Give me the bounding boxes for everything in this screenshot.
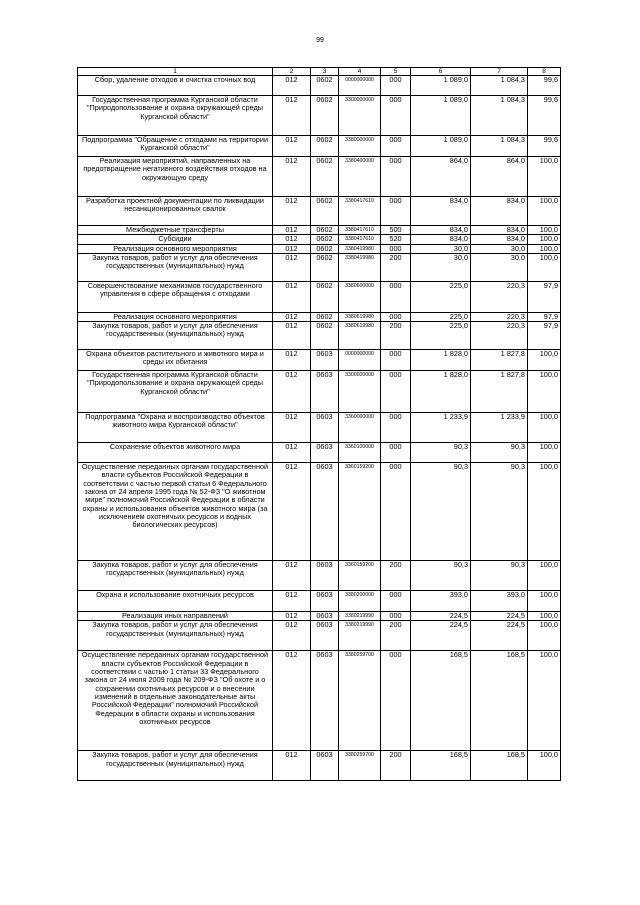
row-target-article-cell: 3380419980 [339, 244, 381, 253]
row-admin-code-cell: 012 [273, 591, 311, 612]
row-planned-cell: 30,0 [411, 253, 471, 281]
row-planned-cell: 30,0 [411, 244, 471, 253]
row-name-cell: Закупка товаров, работ и услуг для обеспечения государственных (муниципальных) нужд [78, 253, 273, 281]
row-expense-type-cell: 200 [381, 621, 411, 651]
row-percent-cell: 100,0 [528, 463, 561, 561]
row-planned-cell: 864,0 [411, 157, 471, 197]
row-admin-code-cell: 012 [273, 463, 311, 561]
row-executed-cell: 90,3 [471, 443, 528, 463]
table-body [78, 68, 561, 781]
row-admin-code-cell: 012 [273, 651, 311, 751]
row-expense-type-cell: 200 [381, 253, 411, 281]
row-name-cell: Осуществление переданных органам государственной власти субъектов Российской Федерации в соответствии с частью первой статьи 6 Федерального закона от 24 апреля 1995 года № 52-ФЗ "О животном мире" полномочий Российской Федерации в области охраны и использования объектов животного мира (за исключением охотничьих ресурсов и водных биологических ресурсов) [78, 463, 273, 561]
row-target-article-cell: 3380417610 [339, 235, 381, 244]
table-row [78, 651, 561, 751]
row-section-code-cell: 0602 [311, 136, 339, 157]
row-percent-cell: 100,0 [528, 226, 561, 235]
row-planned-cell: 225,0 [411, 312, 471, 321]
row-percent-cell: 100,0 [528, 443, 561, 463]
row-percent-cell: 100,0 [528, 371, 561, 413]
row-target-article-cell: 0000000000 [339, 350, 381, 371]
row-expense-type-cell: 000 [381, 312, 411, 321]
row-executed-cell: 168,5 [471, 651, 528, 751]
row-admin-code-cell: 012 [273, 413, 311, 443]
row-section-code-cell: 0602 [311, 312, 339, 321]
row-target-article-cell: 3380417610 [339, 197, 381, 226]
row-target-article-cell: 3360000000 [339, 413, 381, 443]
row-percent-cell: 100,0 [528, 751, 561, 781]
row-executed-cell: 220,3 [471, 322, 528, 350]
row-admin-code-cell: 012 [273, 136, 311, 157]
row-admin-code-cell: 012 [273, 561, 311, 591]
table-row [78, 197, 561, 226]
row-section-code-cell: 0602 [311, 244, 339, 253]
table-row [78, 591, 561, 612]
row-expense-type-cell: 200 [381, 561, 411, 591]
row-expense-type-cell: 000 [381, 413, 411, 443]
table-row [78, 443, 561, 463]
row-section-code-cell: 0603 [311, 612, 339, 621]
row-name-cell: Закупка товаров, работ и услуг для обеспечения государственных (муниципальных) нужд [78, 621, 273, 651]
row-name-cell: Осуществление переданных органам государственной власти субъектов Российской Федерации в соответствии с частью 1 статьи 33 Федерального закона от 24 июля 2009 года № 209-ФЗ "Об охоте и о сохранении охотничьих ресурсов и о внесении изменений в отдельные законодательные акты Российской Федерации" полномочий Российской Федерации в области охраны и использования охотничьих ресурсов [78, 651, 273, 751]
row-admin-code-cell: 012 [273, 322, 311, 350]
row-section-code-cell: 0602 [311, 96, 339, 136]
row-expense-type-cell: 000 [381, 197, 411, 226]
row-admin-code-cell: 012 [273, 96, 311, 136]
row-name-cell: Охрана и использование охотничьих ресурсов [78, 591, 273, 612]
header-cell: 2 [273, 68, 311, 76]
row-target-article-cell: 3380259700 [339, 651, 381, 751]
row-target-article-cell: 3360100000 [339, 443, 381, 463]
table-row [78, 322, 561, 350]
header-cell: 4 [339, 68, 381, 76]
table-row [78, 621, 561, 651]
row-executed-cell: 834,0 [471, 226, 528, 235]
row-percent-cell: 100,0 [528, 350, 561, 371]
table-row [78, 253, 561, 281]
row-section-code-cell: 0603 [311, 413, 339, 443]
row-admin-code-cell: 012 [273, 621, 311, 651]
row-admin-code-cell: 012 [273, 281, 311, 312]
table-row [78, 226, 561, 235]
row-expense-type-cell: 000 [381, 651, 411, 751]
header-cell: 3 [311, 68, 339, 76]
row-name-cell: Разработка проектной документации по ликвидации несанкционированных свалок [78, 197, 273, 226]
row-admin-code-cell: 012 [273, 244, 311, 253]
row-planned-cell: 1 089,0 [411, 76, 471, 96]
row-section-code-cell: 0603 [311, 621, 339, 651]
row-planned-cell: 168,5 [411, 751, 471, 781]
row-section-code-cell: 0603 [311, 591, 339, 612]
row-expense-type-cell: 000 [381, 591, 411, 612]
row-executed-cell: 1 233,9 [471, 413, 528, 443]
row-name-cell: Субсидии [78, 235, 273, 244]
row-target-article-cell: 3360159200 [339, 561, 381, 591]
row-planned-cell: 1 233,9 [411, 413, 471, 443]
row-admin-code-cell: 012 [273, 157, 311, 197]
row-planned-cell: 834,0 [411, 197, 471, 226]
row-section-code-cell: 0603 [311, 350, 339, 371]
row-expense-type-cell: 000 [381, 157, 411, 197]
row-planned-cell: 90,3 [411, 463, 471, 561]
row-section-code-cell: 0603 [311, 371, 339, 413]
table-row [78, 463, 561, 561]
row-target-article-cell: 0000000000 [339, 76, 381, 96]
table-row [78, 157, 561, 197]
row-planned-cell: 393,0 [411, 591, 471, 612]
row-expense-type-cell: 000 [381, 612, 411, 621]
row-section-code-cell: 0603 [311, 751, 339, 781]
row-target-article-cell: 3380219990 [339, 621, 381, 651]
header-cell: 8 [528, 68, 561, 76]
row-admin-code-cell: 012 [273, 253, 311, 281]
row-executed-cell: 1 827,8 [471, 350, 528, 371]
row-planned-cell: 224,5 [411, 621, 471, 651]
row-admin-code-cell: 012 [273, 443, 311, 463]
row-expense-type-cell: 000 [381, 443, 411, 463]
table-row [78, 413, 561, 443]
row-executed-cell: 393,0 [471, 591, 528, 612]
row-executed-cell: 30,0 [471, 253, 528, 281]
row-target-article-cell: 3360159200 [339, 463, 381, 561]
row-executed-cell: 90,3 [471, 463, 528, 561]
row-expense-type-cell: 000 [381, 76, 411, 96]
row-name-cell: Сохранение объектов животного мира [78, 443, 273, 463]
table-row [78, 751, 561, 781]
row-expense-type-cell: 000 [381, 136, 411, 157]
row-percent-cell: 99,6 [528, 136, 561, 157]
row-target-article-cell: 3380419980 [339, 253, 381, 281]
row-planned-cell: 834,0 [411, 226, 471, 235]
row-name-cell: Реализация основного мероприятия [78, 312, 273, 321]
row-name-cell: Подпрограмма "Обращение с отходами на территории Курганской области" [78, 136, 273, 157]
row-admin-code-cell: 012 [273, 312, 311, 321]
row-section-code-cell: 0603 [311, 443, 339, 463]
row-expense-type-cell: 200 [381, 751, 411, 781]
row-name-cell: Закупка товаров, работ и услуг для обеспечения государственных (муниципальных) нужд [78, 322, 273, 350]
row-target-article-cell: 3380259700 [339, 751, 381, 781]
row-target-article-cell: 3380000000 [339, 136, 381, 157]
row-executed-cell: 220,3 [471, 281, 528, 312]
row-planned-cell: 1 828,0 [411, 350, 471, 371]
row-executed-cell: 864,0 [471, 157, 528, 197]
row-name-cell: Государственная программа Курганской области "Природопользование и охрана окружающей среды Курганской области" [78, 371, 273, 413]
row-section-code-cell: 0603 [311, 463, 339, 561]
row-executed-cell: 1 084,3 [471, 76, 528, 96]
page-number: 99 [316, 37, 324, 44]
row-expense-type-cell: 000 [381, 463, 411, 561]
row-executed-cell: 30,0 [471, 244, 528, 253]
row-name-cell: Закупка товаров, работ и услуг для обеспечения государственных (муниципальных) нужд [78, 751, 273, 781]
row-planned-cell: 225,0 [411, 322, 471, 350]
row-percent-cell: 100,0 [528, 157, 561, 197]
row-target-article-cell: 3380200000 [339, 591, 381, 612]
row-percent-cell: 100,0 [528, 244, 561, 253]
row-planned-cell: 90,3 [411, 561, 471, 591]
row-admin-code-cell: 012 [273, 350, 311, 371]
row-executed-cell: 1 084,3 [471, 96, 528, 136]
table-row [78, 76, 561, 96]
row-executed-cell: 224,5 [471, 612, 528, 621]
row-name-cell: Реализация иных направлений [78, 612, 273, 621]
row-percent-cell: 100,0 [528, 651, 561, 751]
row-planned-cell: 1 828,0 [411, 371, 471, 413]
row-executed-cell: 834,0 [471, 197, 528, 226]
header-cell: 5 [381, 68, 411, 76]
row-percent-cell: 100,0 [528, 253, 561, 281]
row-name-cell: Охрана объектов растительного и животного мира и среды их обитания [78, 350, 273, 371]
row-executed-cell: 224,5 [471, 621, 528, 651]
row-section-code-cell: 0602 [311, 226, 339, 235]
header-cell: 1 [78, 68, 273, 76]
table-row [78, 281, 561, 312]
row-target-article-cell: 3380400000 [339, 157, 381, 197]
row-executed-cell: 168,5 [471, 751, 528, 781]
row-expense-type-cell: 000 [381, 244, 411, 253]
row-planned-cell: 225,0 [411, 281, 471, 312]
row-percent-cell: 100,0 [528, 413, 561, 443]
row-target-article-cell: 3380219990 [339, 612, 381, 621]
row-name-cell: Совершенствование механизмов государственного управления в сфере обращения с отходами [78, 281, 273, 312]
row-section-code-cell: 0602 [311, 157, 339, 197]
row-admin-code-cell: 012 [273, 371, 311, 413]
row-executed-cell: 220,3 [471, 312, 528, 321]
row-target-article-cell: 3380619980 [339, 312, 381, 321]
row-planned-cell: 224,5 [411, 612, 471, 621]
table-row [78, 96, 561, 136]
row-percent-cell: 100,0 [528, 197, 561, 226]
row-section-code-cell: 0602 [311, 235, 339, 244]
row-percent-cell: 100,0 [528, 612, 561, 621]
row-planned-cell: 1 089,0 [411, 136, 471, 157]
row-name-cell: Реализация основного мероприятия [78, 244, 273, 253]
budget-table [77, 67, 561, 781]
row-planned-cell: 1 089,0 [411, 96, 471, 136]
row-planned-cell: 168,5 [411, 651, 471, 751]
row-target-article-cell: 3300000000 [339, 371, 381, 413]
table-row [78, 244, 561, 253]
row-expense-type-cell: 500 [381, 226, 411, 235]
row-percent-cell: 100,0 [528, 621, 561, 651]
row-admin-code-cell: 012 [273, 226, 311, 235]
row-name-cell: Реализация мероприятий, направленных на предотвращение негативного воздействия отходов на окружающую среду [78, 157, 273, 197]
row-expense-type-cell: 520 [381, 235, 411, 244]
row-section-code-cell: 0603 [311, 651, 339, 751]
row-percent-cell: 97,9 [528, 281, 561, 312]
row-section-code-cell: 0602 [311, 322, 339, 350]
row-name-cell: Закупка товаров, работ и услуг для обеспечения государственных (муниципальных) нужд [78, 561, 273, 591]
row-section-code-cell: 0602 [311, 253, 339, 281]
row-section-code-cell: 0602 [311, 197, 339, 226]
header-cell: 7 [471, 68, 528, 76]
row-percent-cell: 99,6 [528, 76, 561, 96]
row-percent-cell: 100,0 [528, 235, 561, 244]
row-percent-cell: 100,0 [528, 561, 561, 591]
row-name-cell: Подпрограмма "Охрана и воспроизводство объектов животного мира Курганской области" [78, 413, 273, 443]
row-admin-code-cell: 012 [273, 612, 311, 621]
row-percent-cell: 97,9 [528, 312, 561, 321]
row-percent-cell: 99,6 [528, 96, 561, 136]
row-admin-code-cell: 012 [273, 197, 311, 226]
row-percent-cell: 97,9 [528, 322, 561, 350]
table-row [78, 235, 561, 244]
row-name-cell: Межбюджетные трансферты [78, 226, 273, 235]
row-expense-type-cell: 000 [381, 371, 411, 413]
table-row [78, 561, 561, 591]
row-target-article-cell: 3300000000 [339, 96, 381, 136]
row-target-article-cell: 3380600000 [339, 281, 381, 312]
row-admin-code-cell: 012 [273, 235, 311, 244]
row-admin-code-cell: 012 [273, 751, 311, 781]
row-name-cell: Сбор, удаление отходов и очистка сточных вод [78, 76, 273, 96]
table-row [78, 136, 561, 157]
row-target-article-cell: 3380619980 [339, 322, 381, 350]
row-executed-cell: 834,0 [471, 235, 528, 244]
row-name-cell: Государственная программа Курганской области "Природопользование и охрана окружающей среды Курганской области" [78, 96, 273, 136]
row-expense-type-cell: 000 [381, 350, 411, 371]
row-expense-type-cell: 000 [381, 281, 411, 312]
row-section-code-cell: 0602 [311, 76, 339, 96]
row-planned-cell: 834,0 [411, 235, 471, 244]
row-admin-code-cell: 012 [273, 76, 311, 96]
table-row [78, 350, 561, 371]
row-executed-cell: 1 084,3 [471, 136, 528, 157]
row-target-article-cell: 3380417610 [339, 226, 381, 235]
table-row [78, 371, 561, 413]
row-percent-cell: 100,0 [528, 591, 561, 612]
row-expense-type-cell: 200 [381, 322, 411, 350]
row-executed-cell: 90,3 [471, 561, 528, 591]
row-expense-type-cell: 000 [381, 96, 411, 136]
table-header-row [78, 68, 561, 76]
table-row [78, 312, 561, 321]
row-planned-cell: 90,3 [411, 443, 471, 463]
table-row [78, 612, 561, 621]
header-cell: 6 [411, 68, 471, 76]
row-executed-cell: 1 827,8 [471, 371, 528, 413]
row-section-code-cell: 0603 [311, 561, 339, 591]
row-section-code-cell: 0602 [311, 281, 339, 312]
